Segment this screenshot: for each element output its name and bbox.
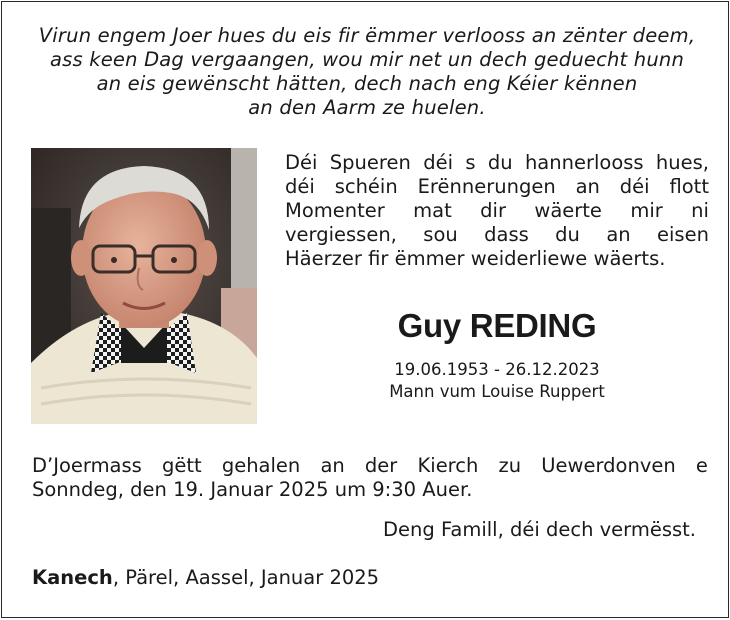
service-announcement (32, 454, 708, 502)
service-line: D’Joermass gëtt gehalen an der Kierch zu Uewerdonven e (32, 454, 708, 477)
relation-note: Mann vum Louise Ruppert (389, 382, 605, 401)
memorial-poem (22, 24, 712, 120)
deceased-name: Guy REDING (397, 307, 597, 344)
memorial-verse (285, 151, 709, 271)
verse-line: Häerzer fir ëmmer weiderliewe wäerts. (285, 247, 666, 270)
verse-line: Momenter mat dir wäerte mir ni (285, 199, 709, 222)
deceased-details (285, 359, 709, 403)
poem-line: Virun engem Joer hues du eis fir ëmmer verlooss an zënter deem, (38, 24, 696, 47)
signature-place: Kanech (32, 566, 113, 589)
signature-line (32, 566, 379, 590)
service-line: Sonndeg, den 19. Januar 2025 um 9:30 Auer. (32, 478, 473, 501)
family-note: Deng Famill, déi dech vermësst. (383, 518, 696, 541)
verse-line: Déi Spueren déi s du hannerlooss hues, (285, 151, 709, 174)
portrait-illustration (31, 148, 257, 424)
poem-line: an den Aarm ze huelen. (248, 96, 486, 119)
verse-line: déi schéin Erënnerungen an déi flott (285, 175, 709, 198)
portrait-photo (31, 148, 257, 424)
verse-line: vergiessen, sou dass du an eisen (285, 223, 709, 246)
poem-line: an eis gewënscht hätten, dech nach eng Kéier kënnen (96, 72, 638, 95)
life-dates: 19.06.1953 - 26.12.2023 (394, 360, 600, 379)
signature-rest: , Pärel, Aassel, Januar 2025 (112, 566, 380, 589)
obituary-card (1, 1, 729, 618)
poem-line: ass keen Dag vergaangen, wou mir net un dech geduecht hunn (49, 48, 685, 71)
